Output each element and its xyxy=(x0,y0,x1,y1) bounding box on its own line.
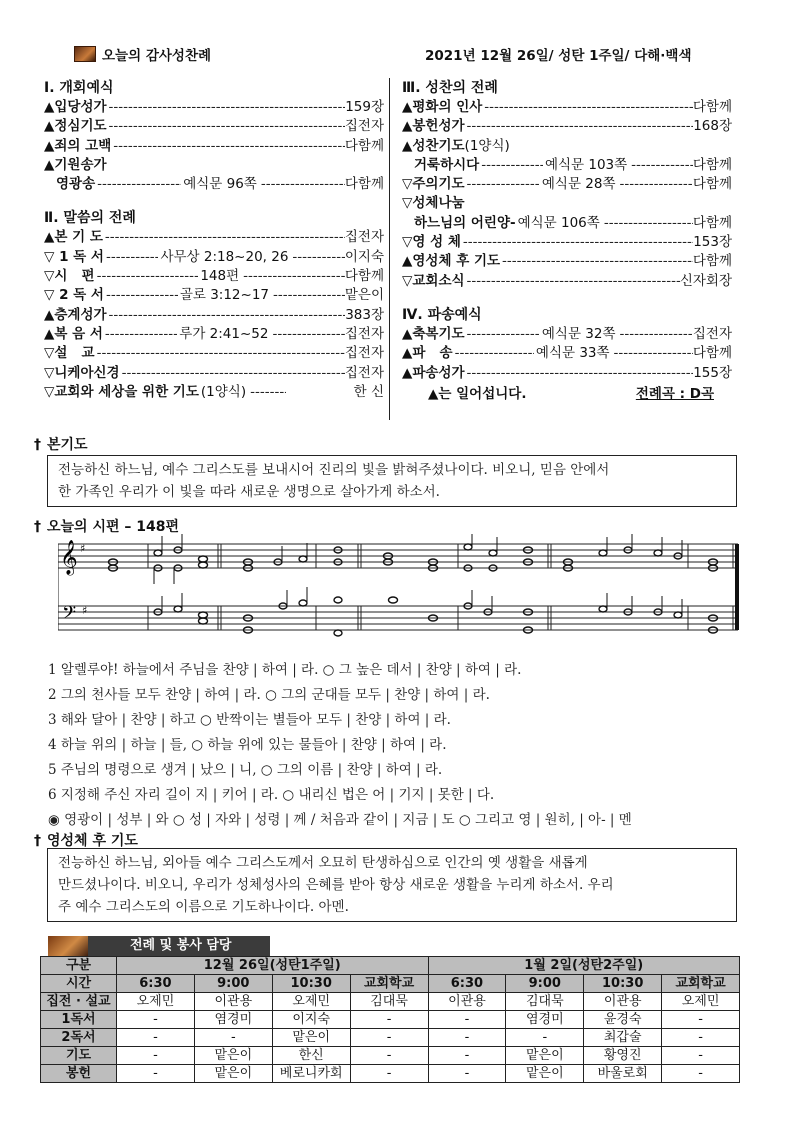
table-row: 집전 · 설교 오제민 이관용 오제민 김대묵 이관용 김대묵 이관용 오제민 xyxy=(41,993,740,1011)
psalm-verse: 1 알렐루야! 하늘에서 주님을 찬양 | 하여 | 라. ○ 그 높은 데서 | 찬양 | 하여 | 라. xyxy=(48,662,522,678)
order-row: ▲정심기도 ----- 집전자 xyxy=(44,117,384,136)
svg-text:𝄢: 𝄢 xyxy=(62,603,77,628)
postcommunion-line: 만드셨나이다. 비오니, 우리가 성체성사의 은혜를 받아 항상 새로운 생활을 누리게 하소서. 우리 xyxy=(58,877,614,893)
cross-icon: † xyxy=(34,519,41,535)
order-row: ▲평화의 인사 ----- 다함께 xyxy=(402,98,732,117)
order-row: 거룩하시다 ----- 예식문 103쪽 ----- 다함께 xyxy=(402,156,732,175)
cross-icon: † xyxy=(34,437,41,453)
psalm-verse: 5 주님의 명령으로 생겨 | 났으 | 니, ○ 그의 이름 | 찬양 | 하여 | 라. xyxy=(48,762,443,778)
duty-title-bar xyxy=(62,936,270,956)
svg-text:𝄞: 𝄞 xyxy=(60,540,78,575)
duty-title: 전례 및 봉사 담당 xyxy=(130,938,232,953)
postcommunion-line: 주 예수 그리스도의 이름으로 기도하나이다. 아멘. xyxy=(58,899,349,915)
order-row: ▽교회와 세상을 위한 기도 (1양식) ----- 한 신 xyxy=(44,383,384,402)
postcommunion-box xyxy=(47,848,737,922)
collect-box xyxy=(47,455,737,507)
postcommunion-heading: † 영성체 후 기도 xyxy=(34,833,138,849)
order-row: 영광송 ----- 예식문 96쪽 ----- 다함께 xyxy=(44,175,384,194)
order-row: ▽설 교 ----- 집전자 xyxy=(44,344,384,363)
psalm-verse: 4 하늘 위의 | 하늘 | 들, ○ 하늘 위에 있는 물들아 | 찬양 | 하여 | 라. xyxy=(48,737,447,753)
table-row: 1독서 - 염경미 이지숙 - - 염경미 윤경숙 - xyxy=(41,1011,740,1029)
date-title: 2021년 12월 26일/ 성탄 1주일/ 다해·백색 xyxy=(425,48,692,64)
svg-text:♯: ♯ xyxy=(80,542,86,555)
order-row: ▽성체나눔 xyxy=(402,195,465,212)
order-row: ▲본 기 도 ----- 집전자 xyxy=(44,228,384,247)
psalm-score xyxy=(58,534,742,646)
table-row: 기도 - 맡은이 한신 - - 맡은이 황영진 - xyxy=(41,1047,740,1065)
table-row: 봉헌 - 맡은이 베로니카회 - - 맡은이 바울로회 - xyxy=(41,1065,740,1083)
order-row: 하느님의 어린양- 예식문 106쪽 ----- 다함께 xyxy=(402,214,732,233)
section-dismissal: Ⅳ. 파송예식 xyxy=(402,306,482,323)
column-divider xyxy=(389,78,390,420)
order-row: ▲영성체 후 기도 ----- 다함께 xyxy=(402,252,732,271)
order-row: ▽교회소식 ----- 신자회장 xyxy=(402,272,732,291)
cross-icon: † xyxy=(34,833,41,849)
church-image-icon xyxy=(74,46,96,62)
order-row: ▲축복기도 ----- 예식문 32쪽 ----- 집전자 xyxy=(402,325,732,344)
order-row: ▲죄의 고백 ----- 다함께 xyxy=(44,137,384,156)
order-row: ▲입당성가 ----- 159장 xyxy=(44,98,384,117)
page-title: 오늘의 감사성찬례 xyxy=(102,48,212,64)
table-row: 구분 12월 26일(성탄1주일) 1월 2일(성탄2주일) xyxy=(41,957,740,975)
chant-note: 전례곡 : D곡 xyxy=(635,385,714,402)
psalm-gloria: ◉ 영광이 | 성부 | 와 ○ 성 | 자와 | 성령 | 께 / 처음과 같이 | 지금 | 도 ○ 그리고 영 | 원히, | 아- | 멘 xyxy=(48,812,632,828)
order-row: ▲기원송가 xyxy=(44,156,107,173)
section-eucharist: Ⅲ. 성찬의 전례 xyxy=(402,80,498,96)
psalm-verse: 2 그의 천사들 모두 찬양 | 하여 | 라. ○ 그의 군대들 모두 | 찬양 | 하여 | 라. xyxy=(48,687,490,703)
header-left xyxy=(74,44,211,64)
table-row: 2독서 - - 맡은이 - - - 최갑술 - xyxy=(41,1029,740,1047)
order-row: ▲복 음 서 ----- 루가 2:41~52 ----- 집전자 xyxy=(44,325,384,344)
order-row: ▲파 송 ----- 예식문 33쪽 ----- 다함께 xyxy=(402,344,732,363)
order-row: ▽시 편 ----- 148편 ----- 다함께 xyxy=(44,267,384,286)
order-row: ▽니케아신경 ----- 집전자 xyxy=(44,364,384,383)
postcommunion-line: 전능하신 하느님, 외아들 예수 그리스도께서 오묘히 탄생하심으로 인간의 옛 생활을 새롭게 xyxy=(58,855,588,871)
collect-heading: † 본기도 xyxy=(34,437,88,453)
duty-table xyxy=(40,956,740,1083)
notes-row xyxy=(402,383,732,405)
psalm-verse: 3 해와 달아 | 찬양 | 하고 ○ 반짝이는 별들아 모두 | 찬양 | 하여 | 라. xyxy=(48,712,451,728)
order-row: ▲층계성가 ----- 383장 xyxy=(44,306,384,325)
order-row: ▽ 1 독 서 ----- 사무상 2:18~20, 26 ----- 이지숙 xyxy=(44,248,384,267)
order-row: ▲봉헌성가 ----- 168장 xyxy=(402,117,732,136)
order-right-column xyxy=(402,78,732,405)
order-left-column xyxy=(44,78,384,402)
order-row: ▽ 2 독 서 ----- 골로 3:12~17 ----- 맡은이 xyxy=(44,286,384,305)
svg-text:♯: ♯ xyxy=(82,604,88,617)
collect-line: 한 가족인 우리가 이 빛을 따라 새로운 생명으로 살아가게 하소서. xyxy=(58,484,440,500)
order-row: ▽영 성 체 ----- 153장 xyxy=(402,233,732,252)
order-row: ▲파송성가 ----- 155장 xyxy=(402,364,732,383)
section-word: Ⅱ. 말씀의 전례 xyxy=(44,210,136,227)
order-row: ▽주의기도 ----- 예식문 28쪽 ----- 다함께 xyxy=(402,175,732,194)
psalm-heading: † 오늘의 시편 – 148편 xyxy=(34,519,179,535)
table-row: 시간 6:30 9:00 10:30 교회학교 6:30 9:00 10:30 교회학교 xyxy=(41,975,740,993)
collect-line: 전능하신 하느님, 예수 그리스도를 보내시어 진리의 빛을 밝혀주셨나이다. 비오니, 믿음 안에서 xyxy=(58,462,610,478)
church-image-icon xyxy=(48,936,88,956)
stand-note: ▲는 일어섭니다. xyxy=(428,385,527,402)
psalm-verse: 6 지정해 주신 자리 길이 지 | 키어 | 라. ○ 내리신 법은 어 | 기지 | 못한 | 다. xyxy=(48,787,495,803)
order-row: ▲성찬기도 (1양식) xyxy=(402,137,510,154)
section-opening: Ⅰ. 개회예식 xyxy=(44,80,114,96)
